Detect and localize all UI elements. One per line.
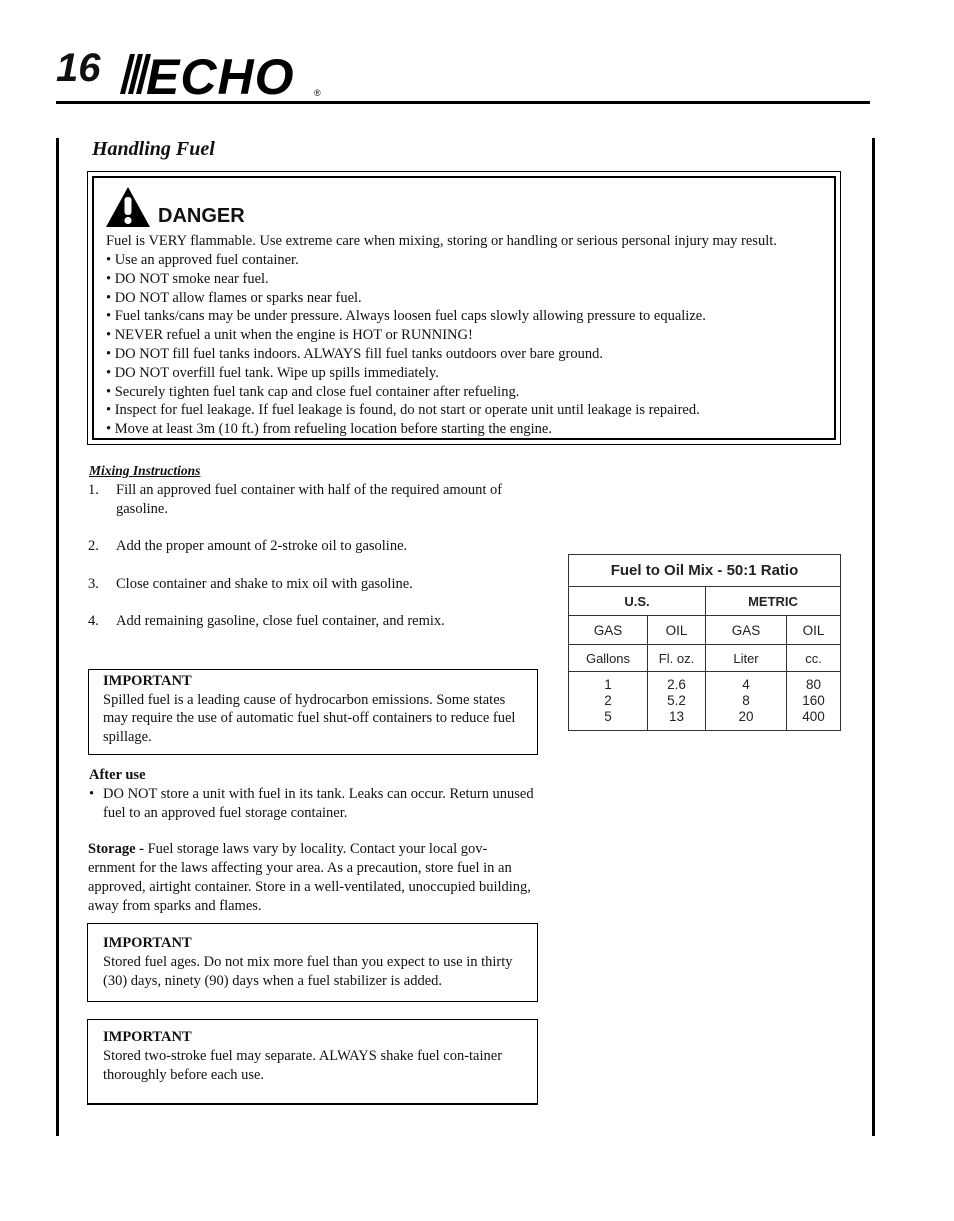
storage-paragraph (88, 840, 533, 916)
danger-item: • Use an approved fuel container. (106, 251, 706, 270)
table-cell: 1 (604, 677, 612, 692)
danger-item: • Fuel tanks/cans may be under pressure. Always loosen fuel caps slowly allowing pressure to equalize. (106, 307, 706, 326)
danger-item: • Securely tighten fuel tank cap and close fuel container after refueling. (106, 383, 706, 402)
important-box-emissions (88, 669, 538, 755)
table-title: Fuel to Oil Mix - 50:1 Ratio (569, 555, 841, 587)
column-header: GAS (706, 616, 787, 645)
danger-list (106, 251, 706, 439)
table-cell: 8 (742, 693, 750, 708)
bullet: • (89, 786, 95, 802)
brand-name: ECHO (146, 50, 295, 98)
section-title: Handling Fuel (92, 138, 215, 160)
table-cell: 5 (604, 709, 612, 724)
storage-label: Storage - (88, 841, 144, 857)
table-cell: 80 (805, 677, 822, 692)
column-header: OIL (787, 616, 841, 645)
danger-item: • NEVER refuel a unit when the engine is HOT or RUNNING! (106, 326, 706, 345)
registered-mark: ® (314, 88, 321, 98)
after-use-title: After use (89, 767, 146, 783)
unit-cell: Fl. oz. (648, 645, 706, 672)
header-rule (56, 101, 870, 104)
step-text: Fill an approved fuel container with half of the required amount of gasoline. (116, 482, 503, 517)
values-column-us-oil (648, 672, 706, 731)
column-header: OIL (648, 616, 706, 645)
table-cell: 2.6 (667, 677, 686, 692)
unit-cell: cc. (787, 645, 841, 672)
values-column-metric-gas (706, 672, 787, 731)
values-column-metric-oil (787, 672, 841, 731)
table-cell: 2 (604, 693, 612, 708)
page-number: 16 (56, 46, 101, 90)
danger-label: DANGER (158, 205, 245, 227)
storage-text: Fuel storage laws vary by locality. Contact your local gov-ernment for the laws affecting your area. As a precaution, store fuel in an approved, airtight container. Store in a well-ventilated, unoccupied building, away from sparks and flames. (88, 841, 531, 914)
danger-item: • DO NOT allow flames or sparks near fuel. (106, 289, 706, 308)
important-title: IMPORTANT (103, 1029, 192, 1045)
danger-item: • DO NOT fill fuel tanks indoors. ALWAYS fill fuel tanks outdoors over bare ground. (106, 345, 706, 364)
step-number: 4. (88, 613, 99, 629)
table-cell: 20 (738, 709, 754, 724)
table-cell: 160 (802, 693, 825, 708)
step-number: 1. (88, 482, 99, 498)
important-text: Stored two-stroke fuel may separate. ALWAYS shake fuel con-tainer thoroughly before each use. (103, 1048, 503, 1083)
fuel-oil-mix-table (568, 554, 841, 731)
important-box-separation (87, 1019, 538, 1105)
column-header: GAS (569, 616, 648, 645)
step-text: Add the proper amount of 2-stroke oil to gasoline. (116, 538, 408, 554)
danger-item: • DO NOT smoke near fuel. (106, 270, 706, 289)
unit-cell: Gallons (569, 645, 648, 672)
table-cell: 400 (802, 709, 825, 724)
important-title: IMPORTANT (103, 673, 192, 689)
values-column-us-gas (569, 672, 648, 731)
mixing-heading: Mixing Instructions (89, 463, 201, 478)
important-title: IMPORTANT (103, 935, 192, 951)
table-cell: 5.2 (667, 693, 686, 708)
danger-intro: Fuel is VERY flammable. Use extreme care when mixing, storing or handling or serious personal injury may result. (106, 233, 777, 249)
right-margin-rule (872, 138, 875, 1136)
warning-triangle-icon (105, 186, 151, 228)
important-box-fuel-age (87, 923, 538, 1002)
table-metric-header: METRIC (706, 587, 841, 616)
step-number: 2. (88, 538, 99, 554)
danger-item: • DO NOT overfill fuel tank. Wipe up spills immediately. (106, 364, 706, 383)
after-use-text: DO NOT store a unit with fuel in its tank. Leaks can occur. Return unused fuel to an approved fuel storage container. (103, 786, 534, 821)
unit-cell: Liter (706, 645, 787, 672)
left-margin-rule (56, 138, 59, 1136)
table-cell: 4 (742, 677, 750, 692)
danger-item: • Inspect for fuel leakage. If fuel leakage is found, do not start or operate unit until leakage is repaired. (106, 401, 706, 420)
important-text: Stored fuel ages. Do not mix more fuel than you expect to use in thirty (30) days, ninety (90) days when a fuel stabilizer is added. (103, 954, 513, 989)
danger-item: • Move at least 3m (10 ft.) from refueling location before starting the engine. (106, 420, 706, 439)
step-text: Add remaining gasoline, close fuel container, and remix. (116, 613, 445, 629)
step-text: Close container and shake to mix oil with gasoline. (116, 576, 413, 592)
important-text: Spilled fuel is a leading cause of hydrocarbon emissions. Some states may require the use of automatic fuel shut-off containers to reduce fuel spillage. (103, 691, 516, 745)
table-us-header: U.S. (569, 587, 706, 616)
step-number: 3. (88, 576, 99, 592)
table-cell: 13 (668, 709, 685, 724)
echo-logo (116, 50, 326, 98)
